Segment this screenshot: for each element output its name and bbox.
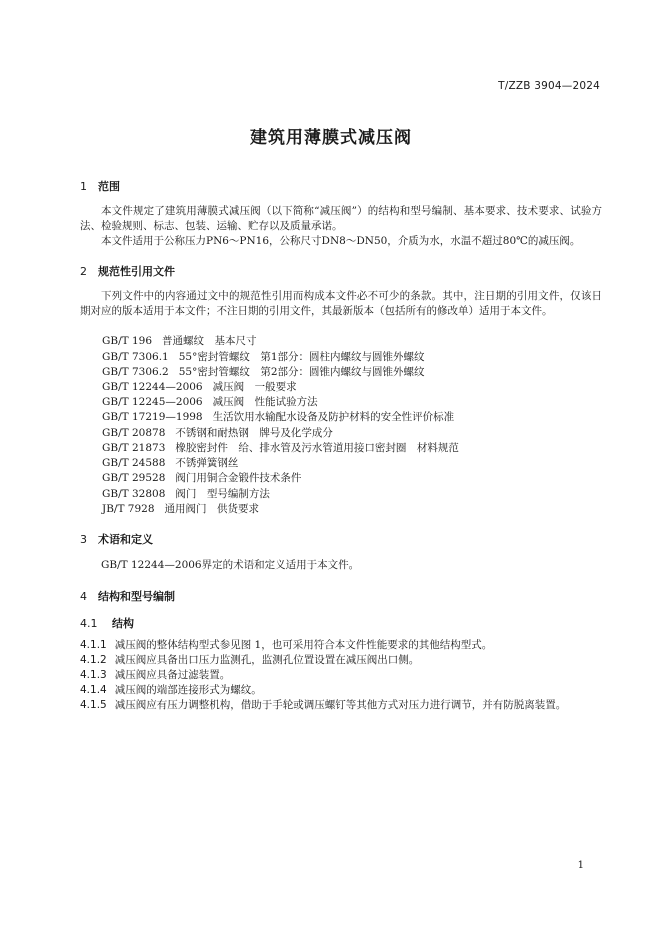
reference-title: 55°密封管螺纹 第1部分：圆柱内螺纹与圆锥外螺纹 [178, 351, 425, 363]
section-number: 4 [80, 590, 87, 603]
reference-code: GB/T 32808 [102, 488, 166, 500]
reference-item [102, 395, 318, 410]
clause-text: 减压阀的端部连接形式为螺纹。 [114, 684, 262, 696]
reference-item [102, 471, 301, 486]
section-title: 范围 [98, 180, 120, 193]
reference-title: 阀门用铜合金锻件技术条件 [175, 472, 302, 484]
clause-text: 减压阀应具备出口压力监测孔，监测孔位置设置在减压阀出口侧。 [114, 654, 420, 666]
section-number: 1 [80, 180, 87, 193]
reference-title: 普通螺纹 基本尺寸 [162, 335, 257, 347]
reference-item [102, 410, 454, 425]
clause-text: 减压阀的整体结构型式参见图 1，也可采用符合本文件性能要求的其他结构型式。 [114, 639, 493, 651]
scope-paragraph-1: 本文件规定了建筑用薄膜式减压阀（以下简称“减压阀”）的结构和型号编制、基本要求、技术要求、试验方法、检验规则、标志、包装、运输、贮存以及质量承诺。 [80, 205, 602, 233]
section-title: 结构和型号编制 [98, 590, 175, 603]
reference-code: GB/T 17219—1998 [102, 411, 203, 423]
reference-title: 不锈弹簧钢丝 [175, 457, 239, 469]
reference-code: GB/T 12245—2006 [102, 396, 203, 408]
reference-item [102, 502, 259, 517]
reference-title: 通用阀门 供货要求 [164, 503, 260, 515]
clause-item [80, 683, 602, 698]
clause-item [80, 698, 602, 713]
clause-number: 4.1.3 [80, 669, 107, 681]
clause-item [80, 653, 602, 668]
reference-title: 生活饮用水输配水设备及防护材料的安全性评价标准 [212, 411, 455, 423]
section-2-heading [80, 263, 175, 279]
subsection-4-1-heading [80, 615, 134, 631]
section-number: 3 [80, 533, 87, 546]
reference-code: GB/T 7306.2 [102, 366, 169, 378]
subsection-number: 4.1 [80, 617, 98, 630]
page-number: 1 [577, 860, 584, 871]
section-1-heading [80, 178, 120, 194]
reference-item [102, 441, 459, 456]
clause-number: 4.1.2 [80, 654, 107, 666]
section-3-heading [80, 531, 153, 547]
reference-title: 不锈钢和耐热钢 牌号及化学成分 [175, 427, 333, 439]
reference-code: GB/T 196 [102, 335, 153, 347]
reference-code: GB/T 12244—2006 [102, 381, 203, 393]
reference-code: GB/T 7306.1 [102, 351, 169, 363]
clause-number: 4.1.5 [80, 699, 107, 711]
clause-item [80, 668, 602, 683]
reference-title: 减压阀 一般要求 [212, 381, 297, 393]
reference-title: 阀门 型号编制方法 [175, 488, 270, 500]
section-title: 规范性引用文件 [98, 265, 175, 278]
reference-item [102, 487, 270, 502]
scope-paragraph-2: 本文件适用于公称压力PN6～PN16，公称尺寸DN8～DN50，介质为水，水温不超过80℃的减压阀。 [101, 235, 581, 247]
reference-item [102, 334, 257, 349]
reference-code: GB/T 20878 [102, 427, 166, 439]
doc-code: T/ZZB 3904—2024 [498, 80, 600, 92]
section-number: 2 [80, 265, 87, 278]
subsection-title: 结构 [112, 617, 134, 630]
reference-code: GB/T 29528 [102, 472, 166, 484]
reference-title: 减压阀 性能试验方法 [212, 396, 318, 408]
reference-item [102, 365, 425, 380]
reference-title: 橡胶密封件 给、排水管及污水管道用接口密封圈 材料规范 [175, 442, 459, 454]
reference-item [102, 456, 238, 471]
clause-item [80, 638, 602, 653]
terms-paragraph: GB/T 12244—2006界定的术语和定义适用于本文件。 [101, 559, 360, 571]
reference-item [102, 426, 333, 441]
page-title: 建筑用薄膜式减压阀 [250, 128, 412, 148]
reference-item [102, 380, 297, 395]
clause-number: 4.1.1 [80, 639, 107, 651]
reference-code: GB/T 21873 [102, 442, 166, 454]
reference-item [102, 350, 425, 365]
reference-code: JB/T 7928 [102, 503, 155, 515]
normative-intro: 下列文件中的内容通过文中的规范性引用而构成本文件必不可少的条款。其中，注日期的引用文件，仅该日期对应的版本适用于本文件；不注日期的引用文件，其最新版本（包括所有的修改单）适用于本文件。 [80, 290, 602, 318]
clause-number: 4.1.4 [80, 684, 107, 696]
section-title: 术语和定义 [98, 533, 153, 546]
section-4-heading [80, 588, 175, 604]
reference-code: GB/T 24588 [102, 457, 166, 469]
reference-title: 55°密封管螺纹 第2部分：圆锥内螺纹与圆锥外螺纹 [178, 366, 425, 378]
clause-text: 减压阀应有压力调整机构，借助于手轮或调压螺钉等其他方式对压力进行调节，并有防脱离装置。 [114, 699, 567, 711]
clause-text: 减压阀应具备过滤装置。 [114, 669, 231, 681]
